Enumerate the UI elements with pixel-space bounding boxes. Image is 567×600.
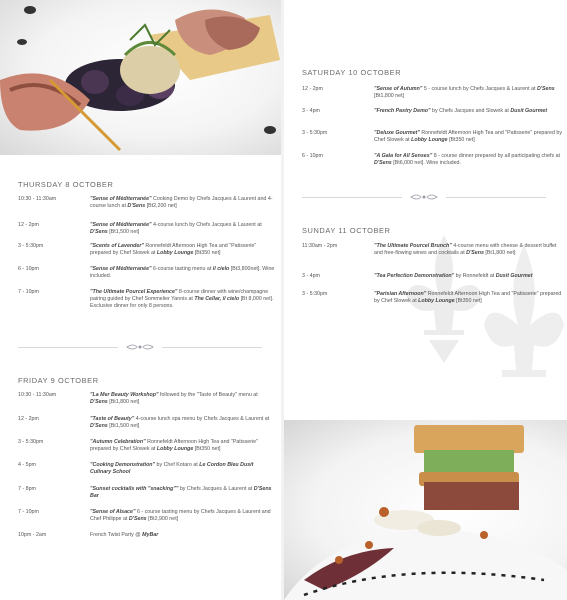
event-time: 6 - 10pm	[302, 153, 323, 159]
event-name: "Sense of Méditerranée"	[90, 222, 152, 228]
event-description	[90, 243, 275, 257]
event-time: 7 - 10pm	[18, 509, 39, 515]
event-price: [Bt2,900 net]	[146, 516, 179, 522]
event-name: "Parisian Afternoon"	[374, 291, 427, 297]
event-venue: D'Sens	[128, 516, 147, 522]
left-column	[0, 0, 281, 600]
event-venue: MyBar	[142, 532, 159, 538]
event-time: 3 - 5:30pm	[302, 130, 328, 136]
thursday-heading: THURSDAY 8 OCTOBER	[18, 180, 114, 189]
saturday-heading: SATURDAY 10 OCTOBER	[302, 68, 402, 77]
event-price: [Bt2,200 net]	[145, 203, 177, 209]
event-name: "The Ultimate Pourcel Brunch"	[374, 243, 452, 249]
event-details: by Chefs Jacques & Laurent at	[178, 486, 254, 492]
event-description	[374, 130, 564, 144]
event-name: "Sense of Méditerranée"	[90, 266, 152, 272]
event-venue: il cielo	[212, 266, 230, 272]
dish-photo-bottom	[284, 420, 567, 600]
event-price: [Bt350 net]	[454, 298, 482, 304]
fleur-de-lis-watermark-large	[484, 245, 564, 415]
event-price: [Bt3,800net]. Wine included.	[90, 266, 275, 279]
event-description	[90, 532, 275, 539]
event-details: 8-course dinner with wine/champagne pairing guided by Chef Sommelier Yannis at	[90, 289, 269, 302]
event-name: "The Ultimate Pourcel Experience"	[90, 289, 178, 295]
event-venue: D'Sens	[127, 203, 146, 209]
event-venue: Lobby Lounge	[156, 446, 194, 452]
event-price: [Bt350 net]	[193, 446, 221, 452]
event-price: [Bt 8,000 net]. Exclusive dinner for only 8 persons.	[90, 296, 274, 309]
event-description	[90, 462, 275, 476]
event-time: 12 - 2pm	[302, 86, 323, 92]
divider-ornament-left	[125, 343, 155, 351]
event-venue: D'Sens	[90, 229, 108, 235]
event-time: 3 - 4pm	[302, 108, 320, 114]
event-price: [Bt350 net]	[193, 250, 221, 256]
event-details: 4-course lunch spa menu by Chefs Jacques & Laurent at	[134, 416, 270, 422]
event-name: "A Gala for All Senses"	[374, 153, 433, 159]
event-time: 3 - 5:30pm	[18, 439, 44, 445]
friday-heading: FRIDAY 9 OCTOBER	[18, 376, 99, 385]
event-description	[374, 291, 564, 305]
event-time: 6 - 10pm	[18, 266, 39, 272]
divider-rule	[162, 347, 262, 348]
dish-photo-top	[0, 0, 281, 155]
event-venue: D'Sens	[374, 160, 392, 166]
event-price: [Bt6,000 net]. Wine included.	[391, 160, 461, 166]
divider-rule	[18, 347, 118, 348]
event-details: by Ronnefeldt at	[454, 273, 496, 279]
event-description	[374, 86, 564, 100]
event-price: [Bt1,500 net]	[107, 423, 140, 429]
event-venue: Le Cordon Bleu Dusit Culinary School	[90, 462, 254, 475]
event-description	[374, 108, 564, 115]
event-venue: D'Sens Bar	[90, 486, 272, 499]
event-time: 3 - 5:30pm	[18, 243, 44, 249]
event-description	[90, 509, 275, 523]
event-details: Ronnefeldt Afternoon High Tea and "Patisserie" prepared by Chef Slowek at	[374, 291, 562, 304]
event-time: 4 - 5pm	[18, 462, 36, 468]
event-name: "French Pastry Demo"	[374, 108, 431, 114]
event-venue: D'Sens	[466, 250, 484, 256]
event-description	[90, 289, 275, 310]
event-price: [Bt1,800 net]	[374, 93, 405, 99]
event-details: 4-course menu with cheese & dessert buffet and free-flowing wines and cocktails at	[374, 243, 557, 256]
event-price: [Bt350 net]	[447, 137, 475, 143]
event-time: 7 - 10pm	[18, 289, 39, 295]
event-details: Ronnefeldt Afternoon High Tea and "Patisserie" prepared by Chef Slowek at	[90, 439, 258, 452]
event-venue: D'Sens	[90, 399, 108, 405]
event-venue: Lobby Lounge	[156, 250, 194, 256]
event-name: "Deluxe Gourmet"	[374, 130, 420, 136]
event-name: "Cooking Demonstration"	[90, 462, 156, 468]
event-description	[90, 196, 275, 210]
divider-rule	[302, 197, 402, 198]
event-description	[90, 486, 275, 500]
event-description	[90, 416, 275, 430]
event-description	[90, 392, 275, 406]
event-price: [Bt1,800 net]	[483, 250, 516, 256]
event-time: 10pm - 2am	[18, 532, 47, 538]
event-venue: Lobby Lounge	[411, 137, 448, 143]
event-venue: Dusit Gourmet	[510, 108, 548, 114]
event-time: 10:30 - 11:30am	[18, 392, 57, 398]
event-venue: Lobby Lounge	[418, 298, 455, 304]
event-details: Ronnefeldt Afternoon High Tea and "Patisserie" prepared by Chef Slowek at	[374, 130, 562, 143]
event-time: 12 - 2pm	[18, 222, 39, 228]
dish-illustration-bottom	[284, 420, 567, 600]
event-time: 3 - 4pm	[302, 273, 320, 279]
event-details: followed by the "Taste of Beauty" menu at	[158, 392, 258, 398]
event-details: 5 - course lunch by Chefs Jacques & Laurent at	[422, 86, 537, 92]
event-description	[90, 222, 275, 236]
event-details: 6-course tasting menu at	[151, 266, 213, 272]
event-name: "Tea Perfection Demonstration"	[374, 273, 455, 279]
event-name: "Sense of Alsace"	[90, 509, 136, 515]
event-details: Ronnefeldt Afternoon High Tea and "Patisserie" prepared by Chef Slowek at	[90, 243, 257, 256]
event-name: "La Mer Beauty Workshop"	[90, 392, 159, 398]
event-name: "Sense of Méditerranée"	[90, 196, 152, 202]
dish-illustration-top	[0, 0, 281, 155]
event-price: [Bt1,500 net]	[107, 229, 140, 235]
event-details: Cooking Demo by Chefs Jacques & Laurent and 4-course lunch at	[90, 196, 273, 209]
event-name: "Scents of Lavender"	[90, 243, 144, 249]
event-time: 12 - 2pm	[18, 416, 39, 422]
event-description	[374, 243, 564, 257]
event-description	[374, 153, 564, 167]
event-details: 4-course lunch by Chefs Jacques & Laurent at	[151, 222, 262, 228]
event-venue: Dusit Gourmet	[495, 273, 533, 279]
event-name: "Sense of Autumn"	[374, 86, 423, 92]
event-time: 7 - 8pm	[18, 486, 36, 492]
event-details: 6 - course tasting menu by Chefs Jacques & Laurent and Chef Philippe at	[90, 509, 271, 522]
event-venue: D'Sens	[90, 423, 108, 429]
event-details: by Chefs Jacques and Slowek at	[430, 108, 511, 114]
sunday-heading: SUNDAY 11 OCTOBER	[302, 226, 391, 235]
event-details: 8 - course dinner prepared by all participating chefs at	[432, 153, 561, 159]
divider-ornament-right	[409, 193, 439, 201]
event-venue: The Cellar, il cielo	[194, 296, 240, 302]
event-name: "Taste of Beauty"	[90, 416, 135, 422]
event-time: 3 - 5:30pm	[302, 291, 328, 297]
event-venue: D'Sens	[536, 86, 555, 92]
event-name: "Autumn Celebration"	[90, 439, 146, 445]
divider-rule	[446, 197, 546, 198]
right-column	[284, 0, 567, 600]
event-description	[90, 266, 275, 280]
event-details: French Twist Party @	[90, 532, 143, 538]
event-details: by Chef Kotaro at	[155, 462, 200, 468]
event-description	[90, 439, 275, 453]
event-time: 10:30 - 11:30am	[18, 196, 57, 202]
event-time: 11:30am - 2pm	[302, 243, 338, 249]
event-name: "Sunset cocktails with "snacking""	[90, 486, 179, 492]
event-description	[374, 273, 564, 280]
event-price: [Bt1,800 net]	[107, 399, 140, 405]
